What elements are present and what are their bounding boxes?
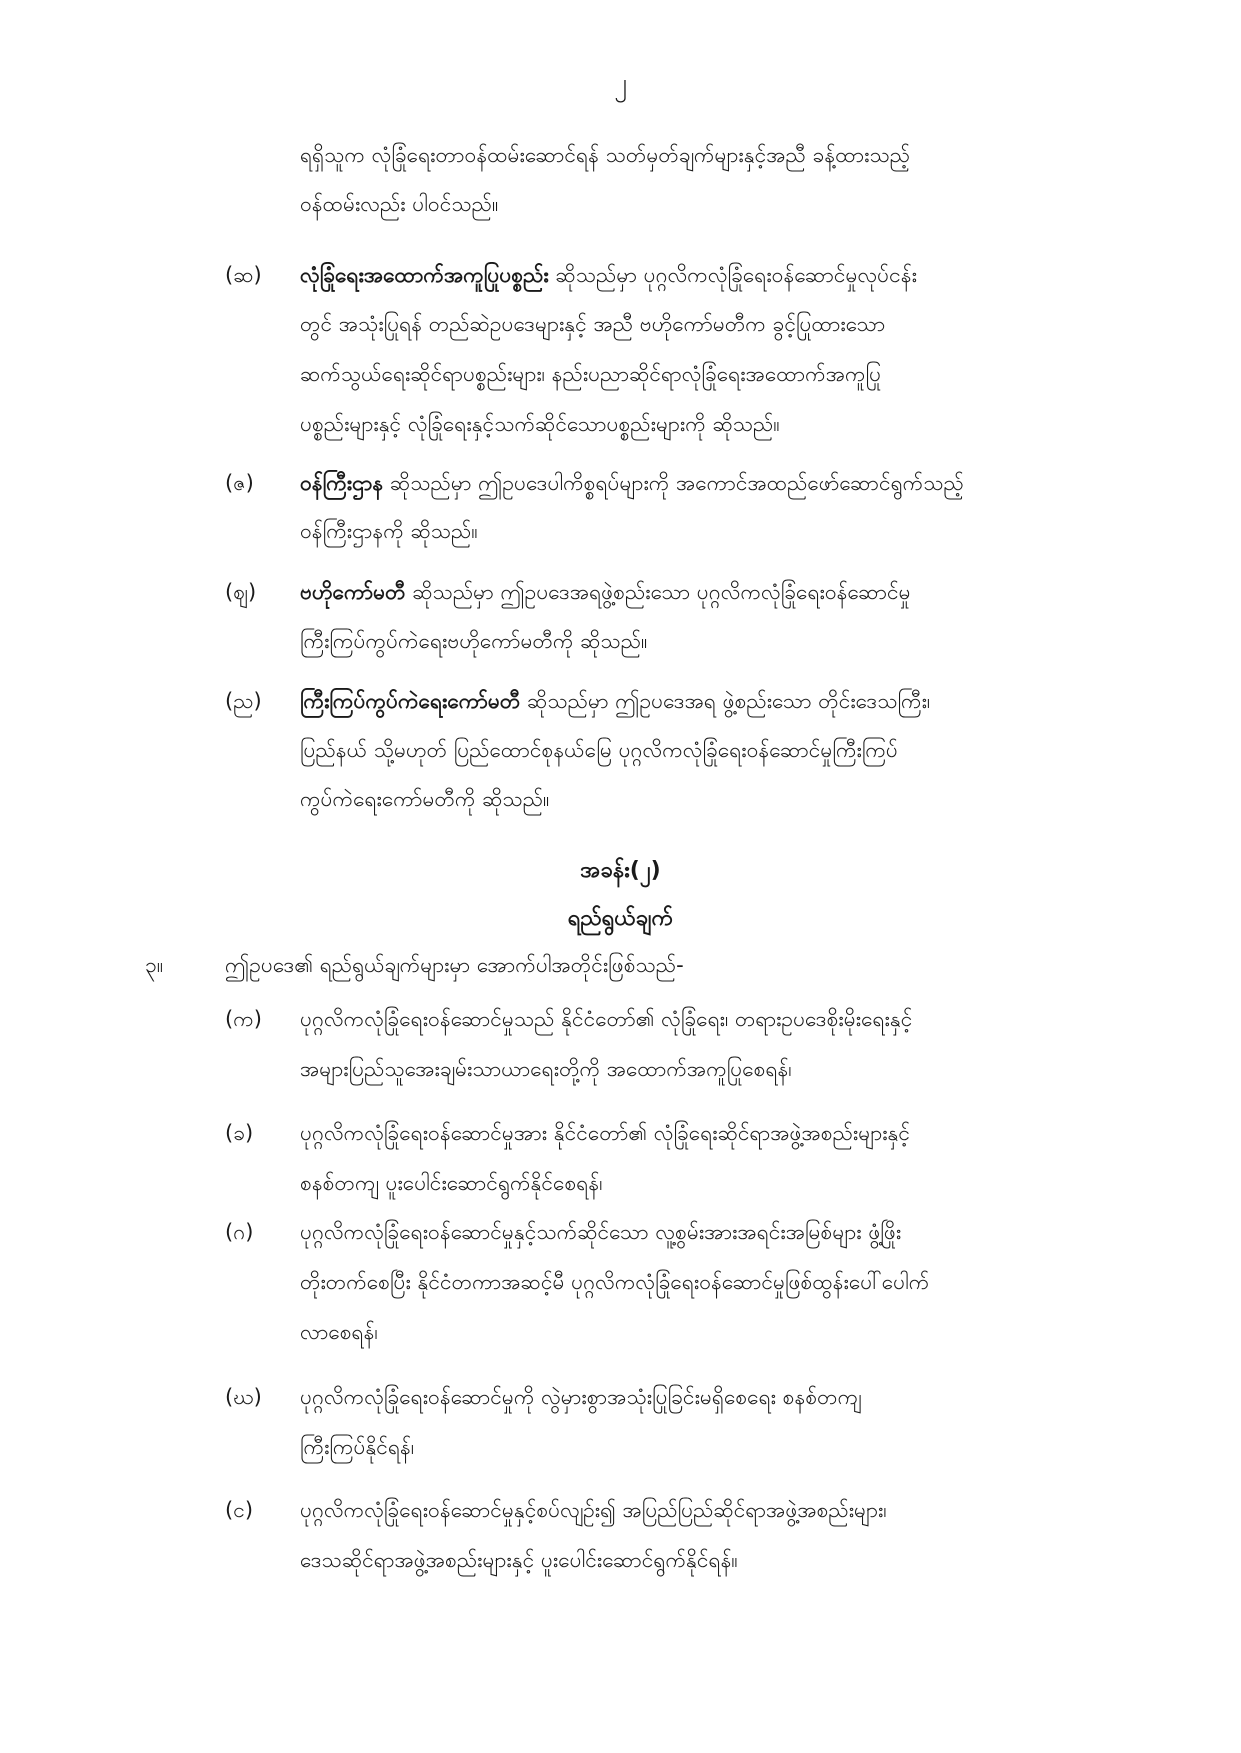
section-number: ၃။ (145, 953, 164, 977)
objective-label: (ဂ) (225, 1220, 254, 1244)
definition-first-line (300, 684, 930, 718)
definition-line: ကွပ်ကဲရေးကော်မတီကို ဆိုသည်။ (300, 787, 550, 811)
objective-line: လာစေရန်၊ (300, 1320, 378, 1344)
definition-label: (ဆ) (225, 263, 262, 287)
objective-line: ပုဂ္ဂလိကလုံခြုံရေးဝန်ဆောင်မှုသည် နိုင်ငံတော်၏ လုံခြုံရေး၊ တရားဥပဒေစိုးမိုးရေးနှင့် (300, 1007, 913, 1031)
objective-line: ကြီးကြပ်နိုင်ရန်၊ (300, 1435, 415, 1459)
definition-label: (ည) (225, 689, 262, 713)
definition-text: ဆိုသည်မှာ ဤဥပဒေအရ ဖွဲ့စည်းသော တိုင်းဒေသကြီး၊ (520, 689, 931, 713)
objective-line: ပုဂ္ဂလိကလုံခြုံရေးဝန်ဆောင်မှုကို လွဲမှားစွာအသုံးပြုခြင်းမရှိစေရေး စနစ်တကျ (300, 1385, 862, 1409)
definition-term: လုံခြုံရေးအထောက်အကူပြုပစ္စည်း (300, 263, 549, 287)
objective-line: ပုဂ္ဂလိကလုံခြုံရေးဝန်ဆောင်မှုအား နိုင်ငံတော်၏ လုံခြုံရေးဆိုင်ရာအဖွဲ့အစည်းများနှင့် (300, 1121, 911, 1145)
definition-line: ကြီးကြပ်ကွပ်ကဲရေးဗဟိုကော်မတီကို ဆိုသည်။ (300, 629, 648, 653)
definition-term: ဗဟိုကော်မတီ (300, 580, 406, 604)
definition-text: ဆိုသည်မှာ ပုဂ္ဂလိကလုံခြုံရေးဝန်ဆောင်မှုလုပ်ငန်း (548, 263, 918, 287)
objective-line: တိုးတက်စေပြီး နိုင်ငံတကာအဆင့်မီ ပုဂ္ဂလိကလုံခြုံရေးဝန်ဆောင်မှုဖြစ်ထွန်းပေါ်ပေါက် (300, 1270, 930, 1294)
definition-line: ဝန်ကြီးဌာနကို ဆိုသည်။ (300, 519, 478, 543)
chapter-number: အခန်း(၂) (580, 858, 661, 883)
definition-label: (ဇ) (225, 471, 254, 495)
objective-line: အများပြည်သူအေးချမ်းသာယာရေးတို့ကို အထောက်အကူပြုစေရန်၊ (300, 1057, 792, 1081)
page-number: ၂ (614, 68, 627, 98)
definition-term: ဝန်ကြီးဌာန (300, 471, 384, 495)
definition-first-line (300, 466, 964, 500)
definition-text: ဆိုသည်မှာ ဤဥပဒေအရဖွဲ့စည်းသော ပုဂ္ဂလိကလုံခြုံရေးဝန်ဆောင်မှု (405, 580, 911, 604)
definition-first-line (300, 258, 917, 292)
definition-line: ပစ္စည်းများနှင့် လုံခြုံရေးနှင့်သက်ဆိုင်သောပစ္စည်းများကို ဆိုသည်။ (300, 412, 780, 436)
definition-line: ဆက်သွယ်ရေးဆိုင်ရာပစ္စည်းများ၊ နည်းပညာဆိုင်ရာလုံခြုံရေးအထောက်အကူပြု (300, 362, 882, 386)
definition-first-line (300, 575, 911, 609)
objective-line: ပုဂ္ဂလိကလုံခြုံရေးဝန်ဆောင်မှုနှင့်သက်ဆိုင်သော လူ့စွမ်းအားအရင်းအမြစ်များ ဖွံ့ဖြိုး (300, 1220, 902, 1244)
definition-line: တွင် အသုံးပြုရန် တည်ဆဲဥပဒေများနှင့် အညီ ဗဟိုကော်မတီက ခွင့်ပြုထားသော (300, 312, 886, 336)
chapter-title: ရည်ရွယ်ချက် (567, 906, 674, 931)
objective-label: (ဃ) (225, 1385, 262, 1409)
objective-label: (က) (225, 1007, 262, 1031)
objective-line: စနစ်တကျ ပူးပေါင်းဆောင်ရွက်နိုင်စေရန်၊ (300, 1171, 603, 1195)
objective-line: ပုဂ္ဂလိကလုံခြုံရေးဝန်ဆောင်မှုနှင့်စပ်လျဉ်း၍ အပြည်ပြည်ဆိုင်ရာအဖွဲ့အစည်းများ၊ (300, 1498, 887, 1522)
definition-text: ဆိုသည်မှာ ဤဥပဒေပါကိစ္စရပ်များကို အကောင်အထည်ဖော်ဆောင်ရွက်သည့် (383, 471, 964, 495)
objective-label: (ခ) (225, 1121, 254, 1145)
objective-label: (င) (225, 1498, 254, 1522)
objective-line: ဒေသဆိုင်ရာအဖွဲ့အစည်းများနှင့် ပူးပေါင်းဆောင်ရွက်နိုင်ရန်။ (300, 1548, 738, 1572)
intro-line-2: ဝန်ထမ်းလည်း ပါဝင်သည်။ (300, 192, 499, 216)
definition-label: (ဈ) (225, 580, 257, 604)
section-text: ဤဥပဒေ၏ ရည်ရွယ်ချက်များမှာ အောက်ပါအတိုင်းဖြစ်သည်- (225, 953, 684, 977)
definition-line: ပြည်နယ် သို့မဟုတ် ပြည်ထောင်စုနယ်မြေ ပုဂ္ဂလိကလုံခြုံရေးဝန်ဆောင်မှုကြီးကြပ် (300, 738, 898, 762)
definition-term: ကြီးကြပ်ကွပ်ကဲရေးကော်မတီ (300, 689, 521, 713)
intro-line-1: ရရှိသူက လုံခြုံရေးတာဝန်ထမ်းဆောင်ရန် သတ်မှတ်ချက်များနှင့်အညီ ခန့်ထားသည့် (300, 143, 911, 167)
